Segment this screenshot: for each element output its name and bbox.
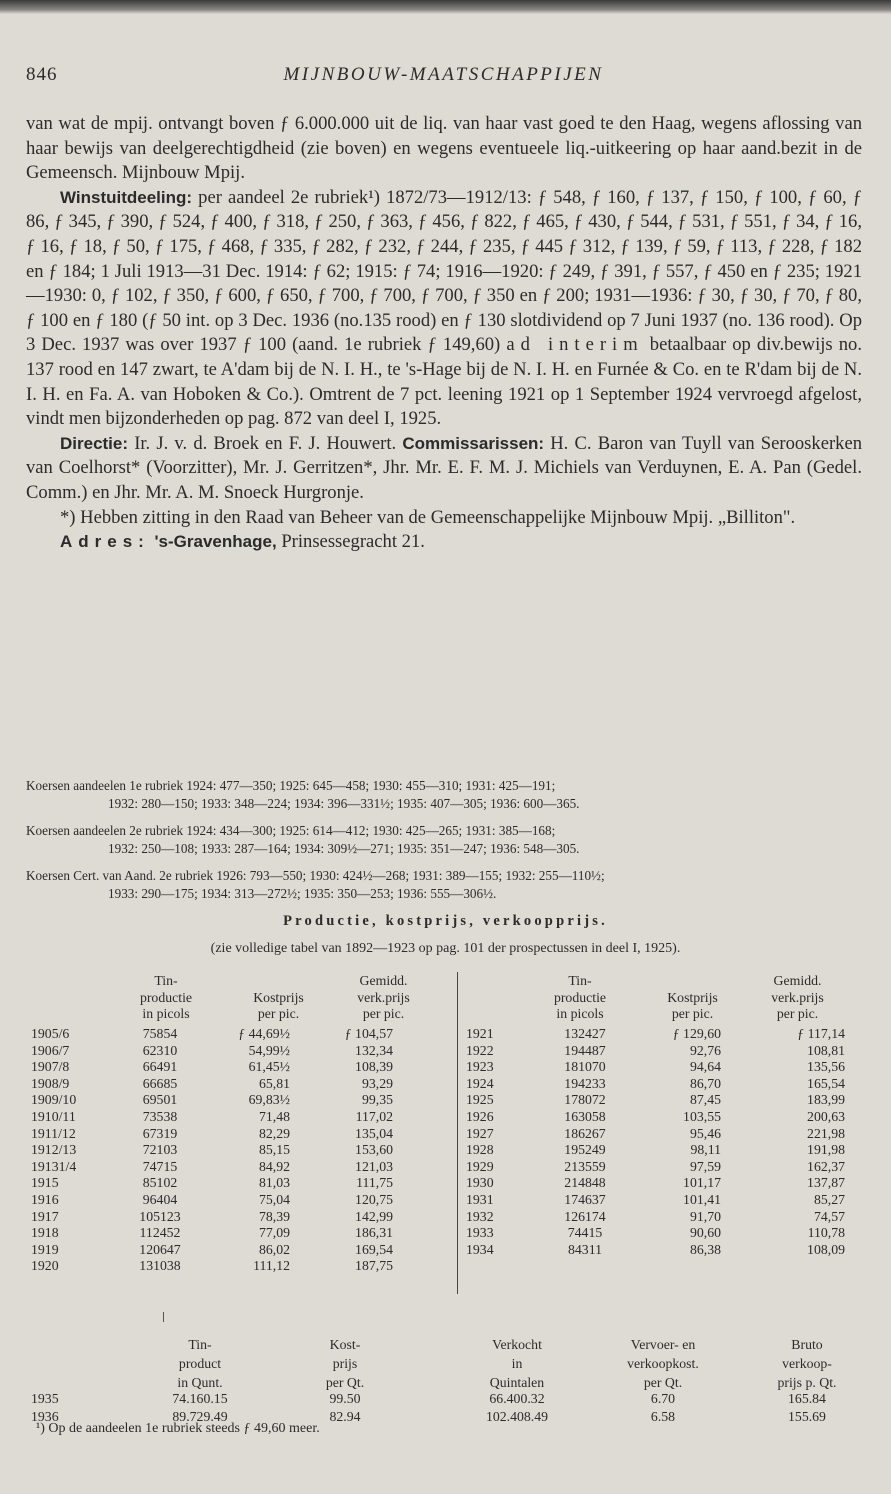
table-cell-year: 1910/11	[31, 1109, 76, 1124]
table-cell: 75,04	[258, 1192, 290, 1207]
table-cell: 81,03	[258, 1175, 290, 1191]
table-cell-year: 1922	[466, 1042, 494, 1058]
table-cell: 54,99½	[248, 1042, 290, 1058]
column-header: per pic.	[257, 1006, 300, 1022]
column-header: Gemidd.	[359, 973, 408, 988]
table-cell: 99,35	[361, 1092, 393, 1108]
table-cell: 91,70	[689, 1208, 721, 1224]
table-cell: 121,03	[355, 1158, 393, 1174]
column-header: per pic.	[362, 1006, 405, 1022]
adres-street: Prinsessegracht 21.	[281, 531, 425, 553]
table-cell: 178072	[564, 1092, 606, 1108]
column-header: verk.prijs	[771, 989, 824, 1005]
column-header: Vervoer- en	[630, 1337, 696, 1352]
column-header: verk.prijs	[357, 989, 410, 1005]
column-header: product	[178, 1356, 222, 1371]
table-cell-year: 1930	[466, 1175, 494, 1191]
table-cell: 153,60	[355, 1142, 393, 1158]
table-cell: 214848	[564, 1175, 606, 1191]
table-cell: 96404	[142, 1192, 178, 1207]
koersen-line: 1932: 280—150; 1933: 348—224; 1934: 396—331½; 1935: 407—305; 1936: 600—365.	[108, 795, 580, 811]
table-cell: 186267	[564, 1125, 606, 1141]
commissarissen-label: Commissarissen:	[402, 433, 545, 453]
table-cell: 69501	[142, 1092, 178, 1108]
table-cell: 103,55	[683, 1109, 721, 1124]
table-cell: 86,02	[258, 1241, 290, 1257]
koersen-line: 1932: 250—108; 1933: 287—164; 1934: 309½—271; 1935: 351—247; 1936: 548—305.	[108, 840, 580, 856]
column-header: in picols	[142, 1006, 190, 1022]
table-cell: 165.84	[788, 1391, 826, 1406]
table-cell: 108,09	[807, 1241, 845, 1257]
table-cell: 163058	[564, 1109, 606, 1124]
table-cell: 61,45½	[248, 1059, 290, 1075]
table-cell: 194487	[564, 1042, 606, 1058]
table-cell: 92,76	[689, 1042, 721, 1058]
table-cell-year: 1932	[466, 1208, 494, 1224]
column-header: Gemidd.	[773, 973, 822, 988]
table-cell: 75854	[142, 1026, 178, 1041]
table-cell: 194233	[564, 1075, 606, 1091]
table-cell: 165,54	[807, 1075, 845, 1091]
table-cell: 131038	[139, 1258, 181, 1274]
table-cell: 85,27	[813, 1192, 845, 1207]
column-header: Kostprijs	[253, 989, 304, 1005]
table-cell-year: 1917	[31, 1208, 59, 1224]
table-cell: 6.70	[650, 1391, 676, 1406]
column-header: Verkocht	[492, 1337, 542, 1352]
table-cell: 95,46	[689, 1125, 721, 1141]
table-cell: 66.400.32	[489, 1391, 545, 1406]
table-cell: 93,29	[361, 1075, 393, 1091]
column-header: per Qt.	[643, 1375, 683, 1390]
column-header: prijs	[332, 1356, 358, 1371]
table-cell: ƒ 129,60	[672, 1026, 721, 1041]
table-cell: 213559	[564, 1158, 606, 1174]
column-header: per Qt.	[325, 1375, 365, 1390]
table-cell: 181070	[564, 1059, 606, 1075]
table-cell: 108,39	[355, 1059, 393, 1075]
table-cell-year: 1905/6	[31, 1026, 70, 1041]
table-cell: 77,09	[258, 1225, 290, 1241]
table-cell: 78,39	[258, 1208, 290, 1224]
column-header: verkoopkost.	[627, 1356, 699, 1371]
table-cell: 110,78	[807, 1225, 845, 1241]
table-cell: 72103	[142, 1142, 178, 1158]
table-cell-year: 1927	[466, 1125, 494, 1141]
table-cell-year: 1923	[466, 1059, 494, 1075]
table-cell: 66491	[142, 1059, 178, 1075]
table-cell: 132,34	[355, 1042, 393, 1058]
table-cell: 82.94	[329, 1409, 361, 1424]
column-header: Tin-	[188, 1337, 212, 1352]
table-cell: 195249	[564, 1142, 606, 1158]
page-number: 846	[26, 64, 58, 85]
column-header: per pic.	[671, 1006, 714, 1022]
table-cell: 120,75	[355, 1192, 393, 1207]
table-cell-year: 1934	[466, 1241, 494, 1257]
table-cell-year: 1925	[466, 1092, 494, 1108]
table-cell: 142,99	[355, 1208, 393, 1224]
table-cell: 174637	[564, 1192, 606, 1207]
column-header: productie	[139, 989, 193, 1005]
table-cell: 135,04	[355, 1125, 393, 1141]
table-cell: 89.729.49	[172, 1409, 228, 1424]
table-cell: 112452	[139, 1225, 181, 1241]
table-cell: 66685	[142, 1075, 178, 1091]
table-cell-year: 1915	[31, 1175, 59, 1191]
adres-label: Adres:	[60, 532, 150, 552]
table-cell: 85,15	[258, 1142, 290, 1158]
table-cell: 74.160.15	[172, 1391, 228, 1406]
directie-label: Directie:	[60, 433, 129, 453]
table-cell-year: 1924	[466, 1075, 494, 1091]
table-cell: 111,12	[253, 1258, 290, 1274]
column-header: Kostprijs	[667, 989, 718, 1005]
table-cell-year: 1912/13	[31, 1142, 77, 1158]
table-cell: 65,81	[258, 1075, 290, 1091]
commissarissen-text: H. C. Baron van Tuyll van Serooskerken van Coelhorst* (Voorzitter), Mr. J. Gerritzen*, Jhr. Mr. E. F. M. J. Michiels van Verduynen, E. A. Pan (Gedel. Comm.) en Jhr. Mr. A. M. Snoeck Hurgronje.	[26, 432, 862, 503]
table-cell-year: 1907/8	[31, 1059, 70, 1075]
production-note: (zie volledige tabel van 1892—1923 op pag. 101 der prospectussen in deel I, 1925).	[210, 941, 681, 956]
table-cell: 87,45	[689, 1092, 721, 1108]
table-cell: 99.50	[329, 1391, 361, 1406]
table-cell: 117,02	[355, 1109, 393, 1124]
koersen-line: Koersen aandeelen 2e rubriek 1924: 434—300; 1925: 614—412; 1930: 425—265; 1931: 385—168;	[26, 823, 556, 838]
column-header: Tin-	[568, 973, 592, 988]
table-cell: 111,75	[356, 1175, 393, 1191]
table-cell: 137,87	[807, 1175, 845, 1191]
table-cell-year: 1916	[31, 1192, 59, 1207]
adres-city: 's-Gravenhage,	[154, 532, 277, 552]
table-cell: 132427	[564, 1026, 606, 1041]
table-cell: ƒ 44,69½	[238, 1026, 290, 1041]
table-cell: 86,70	[689, 1075, 721, 1091]
column-header: in picols	[556, 1006, 604, 1022]
table-cell-year: 1906/7	[31, 1042, 70, 1058]
table-cell-year: 1926	[466, 1109, 494, 1124]
table-cell: ƒ 117,14	[797, 1026, 845, 1041]
ad-interim: ad interim	[506, 334, 644, 356]
star-note: *) Hebben zitting in den Raad van Beheer van de Gemeenschappelijke Mijnbouw Mpij. „Billiton".	[60, 506, 796, 528]
table-cell: 102.408.49	[485, 1409, 549, 1424]
table-cell-year: 19131/4	[31, 1158, 77, 1174]
column-header: Kost-	[329, 1337, 361, 1352]
table-cell-year: 1908/9	[31, 1075, 70, 1091]
running-title: MIJNBOUW-MAATSCHAPPIJEN	[283, 64, 604, 85]
table-cell: 90,60	[689, 1225, 721, 1241]
column-header: Tin-	[154, 973, 178, 988]
table-cell-year: 1933	[466, 1225, 494, 1241]
table-cell: 221,98	[807, 1125, 845, 1141]
koersen-line: 1933: 290—175; 1934: 313—272½; 1935: 350—253; 1936: 555—306½.	[108, 885, 497, 901]
table-cell: 84311	[568, 1241, 602, 1257]
table-cell-year: 1911/12	[31, 1125, 76, 1141]
table-cell: 97,59	[689, 1158, 721, 1174]
column-header: verkoop-	[782, 1356, 832, 1371]
production-title: Productie, kostprijs, verkoopprijs.	[283, 913, 608, 929]
table-cell: 85102	[142, 1175, 178, 1191]
table-cell: ƒ 104,57	[344, 1026, 393, 1041]
table-cell: 108,81	[807, 1042, 845, 1058]
column-header: per pic.	[776, 1006, 819, 1022]
table-cell: 162,37	[807, 1158, 845, 1174]
table-cell-year: 1935	[31, 1391, 59, 1406]
directie-text: Ir. J. v. d. Broek en F. J. Houwert.	[134, 432, 397, 454]
table-cell: 200,63	[807, 1109, 845, 1124]
table-cell-year: 1921	[466, 1026, 494, 1041]
table-cell: 74415	[567, 1225, 603, 1241]
winst-text: per aandeel 2e rubriek¹) 1872/73—1912/13: ƒ 548, ƒ 160, ƒ 137, ƒ 150, ƒ 100, ƒ 60, ƒ 86, ƒ 345, ƒ 390, ƒ 524, ƒ 400, ƒ 318, ƒ 250, ƒ 363, ƒ 456, ƒ 822, ƒ 465, ƒ 430, ƒ 544, ƒ 531, ƒ 551, ƒ 34, ƒ 16, ƒ 16, ƒ 18, ƒ 50, ƒ 175, ƒ 468, ƒ 335, ƒ 282, ƒ 232, ƒ 244, ƒ 235, ƒ 445 ƒ 312, ƒ 139, ƒ 59, ƒ 113, ƒ 228, ƒ 182 en ƒ 184; 1 Juli 1913—31 Dec. 1914: ƒ 62; 1915: ƒ 74; 1916—1920: ƒ 249, ƒ 391, ƒ 557, ƒ 450 en ƒ 235; 1921—1930: 0, ƒ 102, ƒ 350, ƒ 600, ƒ 650, ƒ 700, ƒ 700, ƒ 700, ƒ 350 en ƒ 200; 1931—1936: ƒ 30, ƒ 30, ƒ 70, ƒ 80, ƒ 100 en ƒ 180 (ƒ 50 int. op 3 Dec. 1936 (no.135 rood) en ƒ 130 slotdividend op 7 Juni 1937 (no. 136 rood). Op 3 Dec. 1937 was over 1937 ƒ 100 (aand. 1e rubriek ƒ 149,60)	[26, 186, 863, 356]
table-cell: 135,56	[807, 1059, 845, 1075]
table-cell: 84,92	[258, 1158, 290, 1174]
table-cell: 98,11	[690, 1142, 721, 1158]
table-cell: 74715	[142, 1158, 178, 1174]
table-cell: 187,75	[355, 1258, 393, 1274]
koersen-line: Koersen Cert. van Aand. 2e rubriek 1926: 793—550; 1930: 424½—268; 1931: 389—155; 1932: 255—110½;	[26, 868, 605, 883]
table-cell: 69,83½	[248, 1092, 290, 1108]
table-cell: 101,41	[683, 1192, 721, 1207]
column-header: Bruto	[791, 1337, 823, 1352]
table-cell-year: 1928	[466, 1142, 494, 1158]
table-cell: 74,57	[813, 1208, 845, 1224]
table-cell: 183,99	[807, 1092, 845, 1108]
table-cell: 62310	[142, 1042, 178, 1058]
column-header: in Qunt.	[177, 1375, 223, 1390]
table-cell: 94,64	[689, 1059, 721, 1075]
table-cell: 126174	[564, 1208, 606, 1224]
column-header: prijs p. Qt.	[777, 1375, 837, 1390]
table-cell: 73538	[142, 1109, 178, 1124]
table-cell-year: 1929	[466, 1158, 494, 1174]
table-cell: 169,54	[355, 1241, 393, 1257]
column-divider	[163, 1312, 164, 1322]
table-cell-year: 1931	[466, 1192, 494, 1207]
table-cell: 186,31	[355, 1225, 393, 1241]
column-header: in	[511, 1356, 523, 1371]
table-cell-year: 1909/10	[31, 1092, 77, 1108]
table-cell: 105123	[139, 1208, 181, 1224]
koersen-line: Koersen aandeelen 1e rubriek 1924: 477—350; 1925: 645—458; 1930: 455—310; 1931: 425—191;	[26, 778, 556, 793]
table-cell: 120647	[139, 1241, 181, 1257]
table-cell-year: 1919	[31, 1241, 59, 1257]
column-header: Quintalen	[489, 1375, 545, 1390]
table-cell: 6.58	[650, 1409, 676, 1424]
table-cell-year: 1936	[31, 1409, 59, 1424]
table-cell: 67319	[142, 1125, 178, 1141]
table-cell-year: 1920	[31, 1258, 59, 1274]
table-cell-year: 1918	[31, 1225, 59, 1241]
paragraph-liquidation: van wat de mpij. ontvangt boven ƒ 6.000.000 uit de liq. van haar vast goed te den Haag, wegens aflossing van haar bewijs van deelgerechtigdheid (zie boven) en wegens eventueele liq.-uitkeering op haar aand.bezit in de Gemeensch. Mijnbouw Mpij.	[26, 113, 862, 184]
table-cell: 82,29	[258, 1125, 290, 1141]
table-cell: 101,17	[683, 1175, 721, 1191]
winst-label: Winstuitdeeling:	[60, 187, 193, 207]
table-cell: 86,38	[689, 1241, 721, 1257]
table-cell: 191,98	[807, 1142, 845, 1158]
table-cell: 71,48	[258, 1109, 290, 1124]
table-cell: 155.69	[788, 1409, 826, 1424]
winst-text-2: betaalbaar op div.bewijs no. 137 rood en 147 zwart, te A'dam bij de N. I. H., te 's-Hage bij de N. I. H. en Furnée & Co. en te R'dam bij de N. I. H. en Fa. A. van Hoboken & Co.). Omtrent de 7 pct. leening 1921 op 1 September 1924 vervroegd afgelost, vindt men bijzonderheden op pag. 872 van deel I, 1925.	[26, 334, 862, 430]
footnote: ¹) Op de aandeelen 1e rubriek steeds ƒ 49,60 meer.	[36, 1421, 320, 1436]
column-header: productie	[553, 989, 607, 1005]
